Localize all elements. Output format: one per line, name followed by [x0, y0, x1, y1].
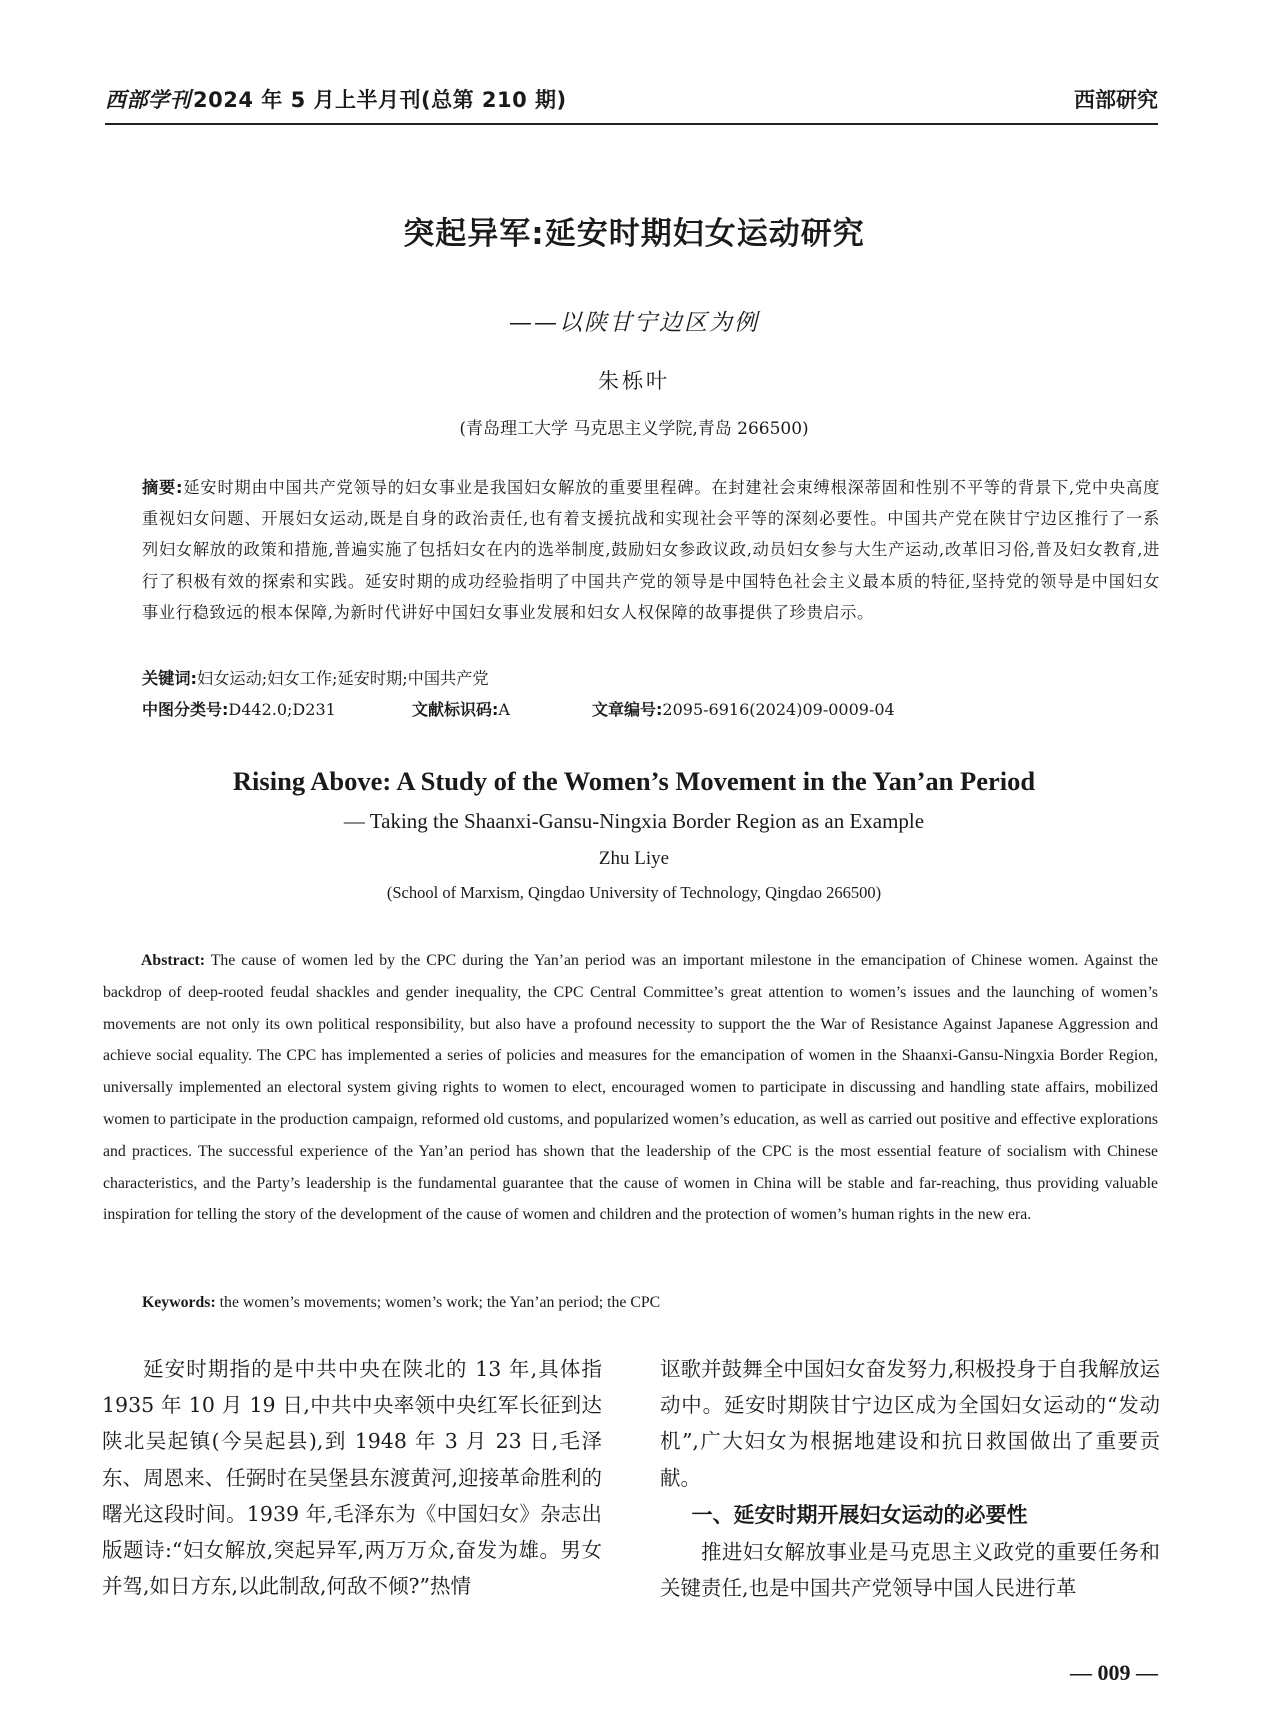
header-divider	[105, 123, 1158, 125]
clc-number	[142, 697, 336, 720]
affiliation-cn: (青岛理工大学 马克思主义学院,青岛 266500)	[459, 419, 809, 439]
journal-logo: 西部学刊	[105, 87, 191, 112]
keywords-cn-label: 关键词:	[142, 669, 198, 688]
abstract-cn-text: 延安时期由中国共产党领导的妇女事业是我国妇女解放的重要里程碑。在封建社会束缚根深蒂固和性别不平等的背景下,党中央高度重视妇女问题、开展妇女运动,既是自身的政治责任,也有着支援抗战和实现社会平等的深刻必要性。中国共产党在陕甘宁边区推行了一系列妇女解放的政策和措施,普遍实施了包括妇女在内的选举制度,鼓励妇女参政议政,动员妇女参与大生产运动,改革旧习俗,普及妇女教育,进行了积极有效的探索和实践。延安时期的成功经验指明了中国共产党的领导是中国特色社会主义最本质的特征,坚持党的领导是中国妇女事业行稳致远的根本保障,为新时代讲好中国妇女事业发展和妇女人权保障的故事提供了珍贵启示。	[142, 478, 1161, 622]
classification-row	[142, 697, 1160, 723]
abstract-en	[103, 945, 1158, 1231]
article-number-value: 2095-6916(2024)09-0009-04	[662, 700, 895, 719]
clc-value: D442.0;D231	[228, 700, 336, 719]
clc-label: 中图分类号:	[142, 700, 229, 719]
keywords-en-label: Keywords:	[142, 1294, 216, 1311]
body-column-right	[660, 1351, 1160, 1606]
body-paragraph: 延安时期指的是中共中央在陕北的 13 年,具体指 1935 年 10 月 19 日,中共中央率领中央红军长征到达陕北吴起镇(今吴起县),到 1948 年 3 月 23 日,毛泽东、周恩来、任弼时在吴堡县东渡黄河,迎接革命胜利的曙光这段时间。1939 年,毛泽东为《中国妇女》杂志出版题诗:“妇女解放,突起异军,两万万众,奋发为雄。男女并驾,如日方东,以此制敌,何敌不倾?”热情	[102, 1357, 602, 1599]
keywords-cn	[142, 665, 1160, 689]
article-number-label: 文章编号:	[592, 700, 663, 719]
author-cn: 朱栎叶	[598, 369, 670, 393]
article-title-en: Rising Above: A Study of the Women’s Movement in the Yan’an Period	[232, 766, 1036, 796]
abstract-cn	[142, 472, 1160, 628]
article-title-cn: 突起异军:延安时期妇女运动研究	[403, 216, 865, 252]
section-heading: 一、延安时期开展妇女运动的必要性	[691, 1502, 1028, 1527]
keywords-en-text: the women’s movements; women’s work; the Yan’an period; the CPC	[219, 1294, 661, 1311]
affiliation-en: (School of Marxism, Qingdao University of Technology, Qingdao 266500)	[386, 883, 882, 902]
article-number	[592, 697, 895, 720]
issue-info: 2024 年 5 月上半月刊(总第 210 期)	[193, 88, 567, 112]
document-code	[412, 697, 510, 720]
doc-value: A	[498, 700, 510, 719]
abstract-en-label: Abstract:	[141, 952, 206, 969]
keywords-cn-text: 妇女运动;妇女工作;延安时期;中国共产党	[197, 669, 489, 688]
body-paragraph: 讴歌并鼓舞全中国妇女奋发努力,积极投身于自我解放运动中。延安时期陕甘宁边区成为全国妇女运动的“发动机”,广大妇女为根据地建设和抗日救国做出了重要贡献。	[660, 1357, 1160, 1490]
abstract-en-text: The cause of women led by the CPC during the Yan’an period was an important milestone in the emancipation of Chinese women. Against the backdrop of deep-rooted feudal shackles and gender inequality, the CPC Central Committee’s great attention to women’s issues and the launching of women’s movements are not only its own political responsibility, but also have a profound necessity to support the the War of Resistance Against Japanese Aggression and achieve social equality. The CPC has implemented a series of policies and measures for the emancipation of women in the Shaanxi-Gansu-Ningxia Border Region, universally implemented an electoral system giving rights to women to elect, encouraged women to participate in discussing and handling state affairs, mobilized women to participate in the production campaign, reformed old customs, and popularized women’s education, as well as carried out positive and effective explorations and practices. The successful experience of the Yan’an period has shown that the leadership of the CPC is the most essential feature of socialism with Chinese characteristics, and the Party’s leadership is the fundamental guarantee that the cause of women in China will be stable and far-reaching, thus providing valuable inspiration for telling the story of the development of the cause of women and children and the protection of women’s human rights in the new era.	[103, 952, 1158, 1224]
article-subtitle-cn: ——以陕甘宁边区为例	[509, 310, 759, 336]
page-number: — 009 —	[1070, 1660, 1158, 1685]
page-header	[105, 84, 1158, 118]
journal-issue-line	[105, 84, 567, 114]
body-column-left	[102, 1351, 602, 1604]
body-paragraph: 推进妇女解放事业是马克思主义政党的重要任务和关键责任,也是中国共产党领导中国人民进行革	[660, 1539, 1160, 1601]
abstract-cn-label: 摘要:	[142, 478, 184, 497]
article-subtitle-en: — Taking the Shaanxi-Gansu-Ningxia Border Region as an Example	[343, 809, 925, 833]
doc-label: 文献标识码:	[412, 700, 499, 719]
keywords-en	[142, 1294, 1160, 1312]
author-en: Zhu Liye	[598, 848, 670, 869]
section-name: 西部研究	[1074, 88, 1158, 112]
